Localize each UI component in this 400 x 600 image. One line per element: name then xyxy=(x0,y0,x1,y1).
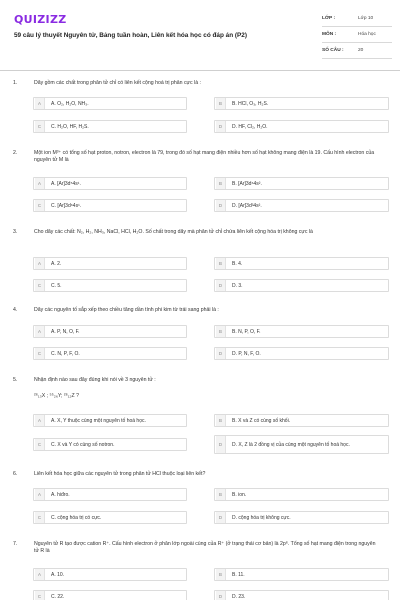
option-text: A. X, Y thuộc cùng một nguyên tố hoá học. xyxy=(51,417,146,424)
option-b[interactable] xyxy=(214,177,389,190)
option-letter: A xyxy=(35,415,45,426)
option-b[interactable] xyxy=(214,257,389,270)
document-title: 59 câu lý thuyết Nguyên tử, Bảng tuần hoàn, Liên kết hóa học có đáp án (P2) xyxy=(14,32,247,39)
question-stem: Một ion M³⁺ có tổng số hạt proton, notron, electron là 79, trong đó số hạt mang điện nhiều hơn số hạt không mang điện là 19. Cấu hình electron của nguyên tử M là xyxy=(34,150,375,164)
option-c[interactable] xyxy=(33,347,187,360)
meta-table xyxy=(322,11,392,59)
option-text: C. cộng hóa trị có cực. xyxy=(51,514,102,521)
question-number: 4. xyxy=(13,307,18,313)
option-text: C. 22. xyxy=(51,593,65,600)
option-letter: A xyxy=(35,258,45,269)
question-stem: Liên kết hóa học giữa các nguyên tử trong phân tử HCl thuộc loại liên kết? xyxy=(34,471,206,477)
option-letter: C xyxy=(35,591,45,600)
option-letter: D xyxy=(216,280,226,291)
option-text: B. 11. xyxy=(232,571,245,578)
option-d[interactable] xyxy=(214,279,389,292)
option-letter: D xyxy=(216,200,226,211)
option-letter: B xyxy=(216,178,226,189)
option-text: D. 23. xyxy=(232,593,246,600)
meta-key: MÔN : xyxy=(322,32,337,37)
option-d[interactable] xyxy=(214,511,389,524)
option-letter: A xyxy=(35,569,45,580)
option-text: D. 3. xyxy=(232,282,243,289)
meta-row-count xyxy=(322,43,392,59)
option-c[interactable] xyxy=(33,199,187,212)
option-letter: B xyxy=(216,326,226,337)
option-letter: C xyxy=(35,439,45,450)
quizizz-logo: QUIZIZZ xyxy=(14,13,67,26)
question-stem: Nhận định nào sau đây đúng khi nói về 3 nguyên tử : xyxy=(34,377,156,383)
meta-row-subject xyxy=(322,27,392,43)
option-letter: C xyxy=(35,512,45,523)
option-letter: D xyxy=(216,436,226,453)
question-number: 1. xyxy=(13,80,18,86)
option-b[interactable] xyxy=(214,325,389,338)
option-d[interactable] xyxy=(214,120,389,133)
option-text: D. [Ar]3d³4s². xyxy=(232,202,262,209)
option-text: A. [Ar]3d⁵4s¹. xyxy=(51,180,81,187)
option-letter: A xyxy=(35,98,45,109)
option-text: B. 4. xyxy=(232,260,243,267)
option-text: C. N, P, F, O. xyxy=(51,350,80,357)
header-divider xyxy=(0,70,400,71)
question-stem: Cho dãy các chất: N₂, H₂, NH₃, NaCl, HCl, H₂O. Số chất trong dãy mà phân tử chỉ chứa liên kết cộng hóa trị không cực là xyxy=(34,229,313,235)
option-letter: A xyxy=(35,489,45,500)
option-text: A. O₂, H₂O, NH₃. xyxy=(51,100,89,107)
meta-value: Hóa học xyxy=(358,32,376,37)
option-a[interactable] xyxy=(33,257,187,270)
option-a[interactable] xyxy=(33,568,187,581)
meta-value: Lớp 10 xyxy=(358,16,374,21)
option-d[interactable] xyxy=(214,435,389,454)
option-a[interactable] xyxy=(33,488,187,501)
option-b[interactable] xyxy=(214,568,389,581)
option-letter: D xyxy=(216,591,226,600)
option-d[interactable] xyxy=(214,347,389,360)
meta-key: LỚP : xyxy=(322,16,336,21)
option-c[interactable] xyxy=(33,279,187,292)
option-c[interactable] xyxy=(33,590,187,600)
option-c[interactable] xyxy=(33,120,187,133)
option-c[interactable] xyxy=(33,511,187,524)
option-text: A. P, N, O, F. xyxy=(51,328,80,335)
option-text: B. N, P, O, F. xyxy=(232,328,261,335)
option-letter: B xyxy=(216,415,226,426)
option-text: D. cộng hóa trị không cực. xyxy=(232,514,291,521)
option-letter: A xyxy=(35,326,45,337)
question-number: 2. xyxy=(13,150,18,156)
option-text: C. H₂O, HF, H₂S. xyxy=(51,123,89,130)
option-letter: C xyxy=(35,280,45,291)
option-text: C. 5. xyxy=(51,282,62,289)
option-text: A. hiđro. xyxy=(51,491,70,498)
option-letter: B xyxy=(216,258,226,269)
isotope-notation: ²⁶₁₃X ; ⁵⁵₂₆Y; ²⁶₁₂Z ? xyxy=(34,393,80,399)
option-d[interactable] xyxy=(214,199,389,212)
option-letter: D xyxy=(216,512,226,523)
option-letter: B xyxy=(216,489,226,500)
meta-key: SỐ CÂU : xyxy=(322,48,344,53)
option-letter: D xyxy=(216,121,226,132)
option-b[interactable] xyxy=(214,414,389,427)
option-text: D. X, Z là 2 đồng vị của cùng một nguyên tố hoá học. xyxy=(232,441,350,448)
option-text: D. HF, Cl₂, H₂O. xyxy=(232,123,268,130)
question-stem: Nguyên tử R tạo được cation R⁺. Cấu hình electron ở phân lớp ngoài cùng của R⁺ (ở trạng thái cơ bản) là 2p⁶. Tổng số hạt mang điện trong nguyên tử R là xyxy=(34,541,376,555)
option-letter: B xyxy=(216,569,226,580)
option-text: B. ion. xyxy=(232,491,247,498)
option-d[interactable] xyxy=(214,590,389,600)
option-b[interactable] xyxy=(214,97,389,110)
question-number: 5. xyxy=(13,377,18,383)
question-number: 6. xyxy=(13,471,18,477)
option-c[interactable] xyxy=(33,438,187,451)
option-text: C. [Ar]3d⁶4s¹. xyxy=(51,202,82,209)
question-stem: Dãy gồm các chất trong phân tử chỉ có liên kết cộng hoá trị phân cực là : xyxy=(34,80,201,86)
option-a[interactable] xyxy=(33,97,187,110)
option-letter: A xyxy=(35,178,45,189)
option-text: B. [Ar]3d⁶4s². xyxy=(232,180,262,187)
option-a[interactable] xyxy=(33,177,187,190)
option-letter: C xyxy=(35,200,45,211)
option-letter: D xyxy=(216,348,226,359)
option-a[interactable] xyxy=(33,414,187,427)
document-header xyxy=(0,0,400,64)
question-stem: Dãy các nguyên tố sắp xếp theo chiều tăng dần tính phi kim từ trái sang phải là : xyxy=(34,307,219,313)
option-text: B. X và Z có cùng số khối. xyxy=(232,417,291,424)
option-letter: C xyxy=(35,121,45,132)
option-text: D. P, N, F, O. xyxy=(232,350,261,357)
question-number: 7. xyxy=(13,541,18,547)
option-a[interactable] xyxy=(33,325,187,338)
meta-value: 20 xyxy=(358,48,364,53)
option-text: C. X và Y có cùng số notron. xyxy=(51,441,115,448)
option-b[interactable] xyxy=(214,488,389,501)
option-text: A. 10. xyxy=(51,571,65,578)
option-letter: C xyxy=(35,348,45,359)
option-text: A. 2. xyxy=(51,260,62,267)
option-letter: B xyxy=(216,98,226,109)
question-number: 3. xyxy=(13,229,18,235)
option-text: B. HCl, O₃, H₂S. xyxy=(232,100,269,107)
meta-row-class xyxy=(322,11,392,27)
